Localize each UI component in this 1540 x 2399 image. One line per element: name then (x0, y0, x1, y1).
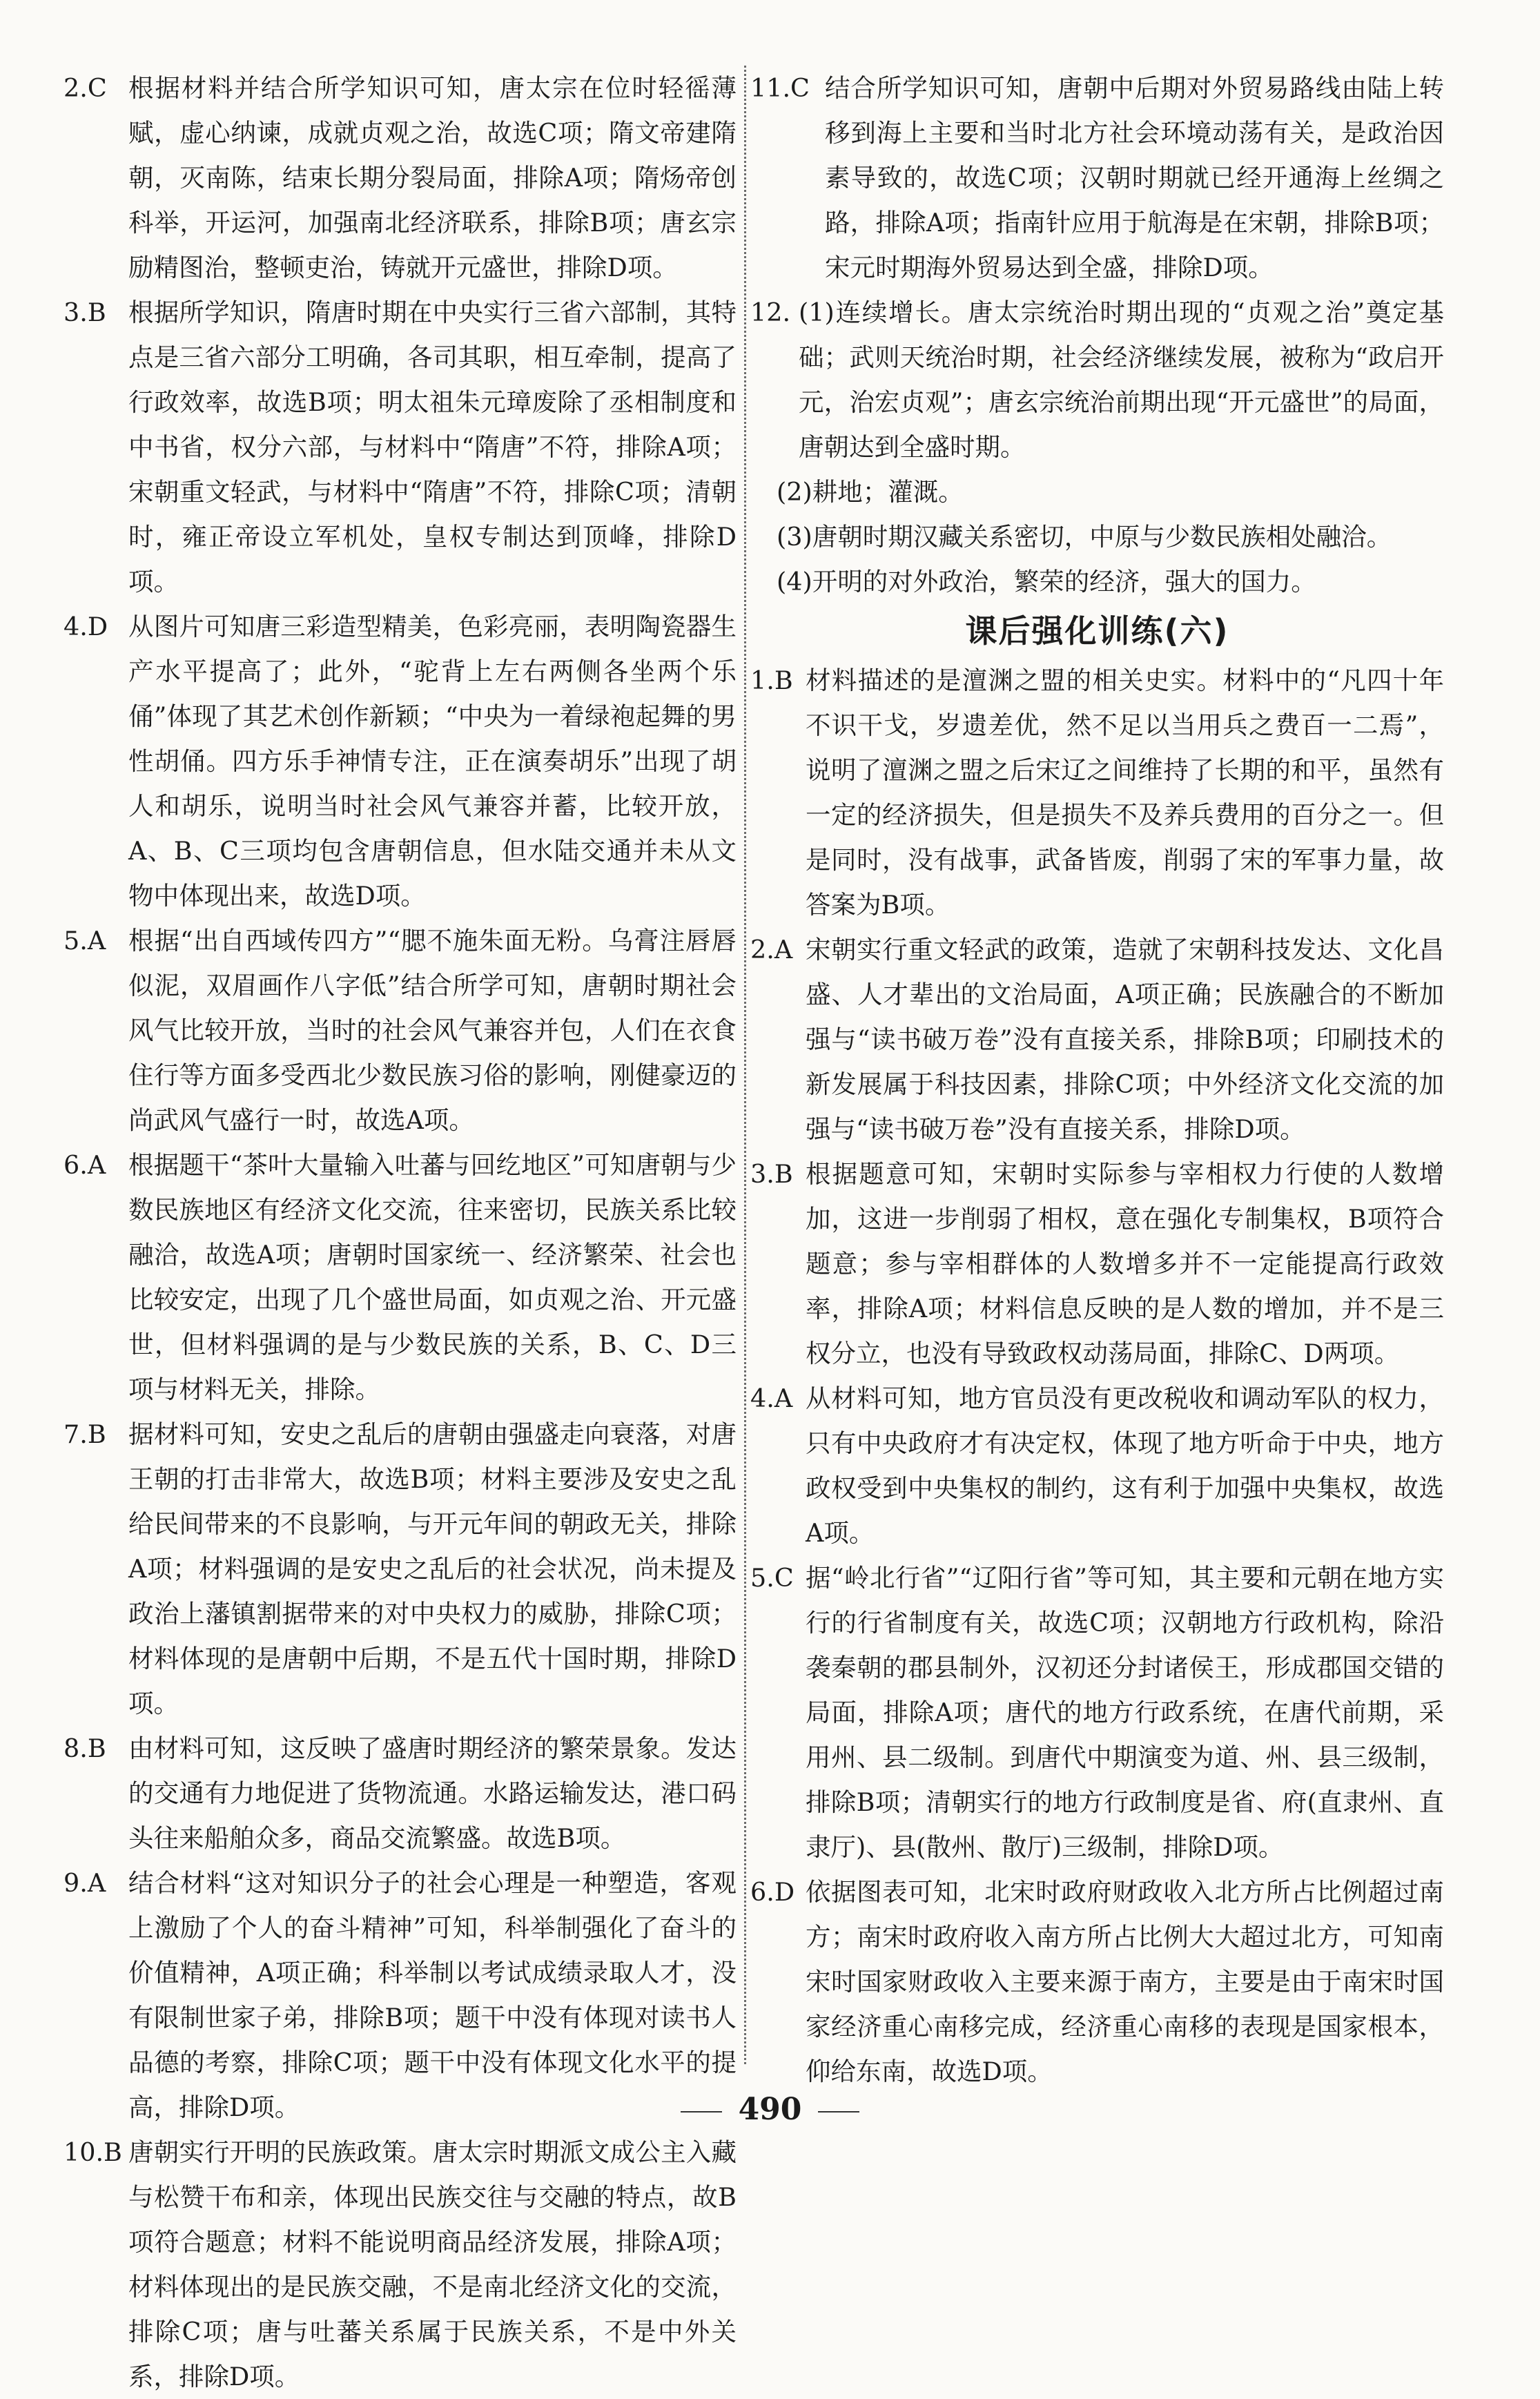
answer-text: 根据题干“茶叶大量输入吐蕃与回纥地区”可知唐朝与少数民族地区有经济文化交流，往来密切，民族关系比较融洽，故选A项；唐朝时国家统一、经济繁荣、社会也比较安定，出现了几个盛世局面，如贞观之治、开元盛世，但材料强调的是与少数民族的关系，B、C、D三项与材料无关，排除。 (128, 1150, 737, 1404)
answer-number: 11.C (750, 73, 810, 103)
answer-number: 7.B (64, 1419, 106, 1449)
answer-number: 2.C (64, 73, 107, 103)
sub-answer: (2)耕地；灌溉。 (777, 477, 964, 507)
answer-text: 由材料可知，这反映了盛唐时期经济的繁荣景象。发达的交通有力地促进了货物流通。水路运输发达，港口码头往来船舶众多，商品交流繁盛。故选B项。 (128, 1733, 737, 1853)
answer-number: 3.B (750, 1159, 793, 1189)
answer-item (64, 1861, 737, 2130)
answer-text: 从材料可知，地方官员没有更改税收和调动军队的权力，只有中央政府才有决定权，体现了地方听命于中央，地方政权受到中央集权的制约，这有利于加强中央集权，故选A项。 (806, 1383, 1444, 1548)
answer-item (750, 1376, 1444, 1555)
answer-item (64, 1412, 737, 1726)
answer-text: 材料描述的是澶渊之盟的相关史实。材料中的“凡四十年不识干戈，岁遗差优，然不足以当用兵之费百一二焉”，说明了澶渊之盟之后宋辽之间维持了长期的和平，虽然有一定的经济损失，但是损失不及养兵费用的百分之一。但是同时，没有战事，武备皆废，削弱了宋的军事力量，故答案为B项。 (806, 666, 1444, 920)
answer-number: 12. (750, 298, 791, 327)
answer-number: 3.B (64, 298, 106, 327)
answer-number: 4.D (64, 612, 108, 641)
answer-item (64, 2130, 737, 2399)
answer-number: 5.A (64, 926, 106, 955)
page-number: 490 (738, 2092, 802, 2127)
answer-number: 10.B (64, 2137, 122, 2167)
section-title: 课后强化训练(六) (965, 612, 1229, 650)
column-divider (744, 66, 746, 2064)
answer-number: 1.B (750, 666, 793, 695)
answer-text: 宋朝实行重文轻武的政策，造就了宋朝科技发达、文化昌盛、人才辈出的文治局面，A项正确；民族融合的不断加强与“读书破万卷”没有直接关系，排除B项；印刷技术的新发展属于科技因素，排除C项；中外经济文化交流的加强与“读书破万卷”没有直接关系，排除D项。 (806, 935, 1444, 1144)
answer-item (750, 66, 1444, 290)
footer-dash-left (681, 2111, 722, 2113)
answer-text: 从图片可知唐三彩造型精美，色彩亮丽，表明陶瓷器生产水平提高了；此外，“驼背上左右两侧各坐两个乐俑”体现了其艺术创作新颖；“中央为一着绿袍起舞的男性胡俑。四方乐手神情专注，正在演奏胡乐”出现了胡人和胡乐，说明当时社会风气兼容并蓄，比较开放，A、B、C三项均包含唐朝信息，但水陆交通并未从文物中体现出来，故选D项。 (128, 612, 737, 911)
answer-item (750, 927, 1444, 1152)
answer-number: 2.A (750, 935, 793, 964)
answer-text: 根据题意可知，宋朝时实际参与宰相权力行使的人数增加，这进一步削弱了相权，意在强化专制集权，B项符合题意；参与宰相群体的人数增多并不一定能提高行政效率，排除A项；材料信息反映的是人数的增加，并不是三权分立，也没有导致政权动荡局面，排除C、D两项。 (806, 1159, 1444, 1368)
answer-number: 4.A (750, 1383, 793, 1413)
answer-number: 6.A (64, 1150, 106, 1180)
answer-item (750, 1152, 1444, 1376)
left-column (64, 66, 737, 2399)
answer-text: 结合所学知识可知，唐朝中后期对外贸易路线由陆上转移到海上主要和当时北方社会环境动荡有关，是政治因素导致的，故选C项；汉朝时期就已经开通海上丝绸之路，排除A项；指南针应用于航海是在宋朝，排除B项；宋元时期海外贸易达到全盛，排除D项。 (825, 73, 1444, 282)
answer-item (64, 66, 737, 290)
answer-number: 8.B (64, 1733, 106, 1763)
answer-item (64, 1143, 737, 1412)
answer-number: 5.C (750, 1563, 794, 1593)
answer-text: 根据“出自西域传四方”“腮不施朱面无粉。乌膏注唇唇似泥，双眉画作八字低”结合所学可知，唐朝时期社会风气比较开放，当时的社会风气兼容并包，人们在衣食住行等方面多受西北少数民族习俗的影响，刚健豪迈的尚武风气盛行一时，故选A项。 (128, 926, 737, 1135)
answer-item (64, 290, 737, 604)
right-column (750, 66, 1444, 2094)
answer-text: 结合材料“这对知识分子的社会心理是一种塑造，客观上激励了个人的奋斗精神”可知，科举制强化了奋斗的价值精神，A项正确；科举制以考试成绩录取人才，没有限制世家子弟，排除B项；题干中没有体现对读书人品德的考察，排除C项；题干中没有体现文化水平的提高，排除D项。 (128, 1868, 737, 2122)
footer-dash-right (818, 2111, 859, 2113)
answer-text: 根据材料并结合所学知识可知，唐太宗在位时轻徭薄赋，虚心纳谏，成就贞观之治，故选C项；隋文帝建隋朝，灭南陈，结束长期分裂局面，排除A项；隋炀帝创科举，开运河，加强南北经济联系，排除B项；唐玄宗励精图治，整顿吏治，铸就开元盛世，排除D项。 (128, 73, 737, 282)
answer-text: 据“岭北行省”“辽阳行省”等可知，其主要和元朝在地方实行的行省制度有关，故选C项；汉朝地方行政机构，除沿袭秦朝的郡县制外，汉初还分封诸侯王，形成郡国交错的局面，排除A项；唐代的地方行政系统，在唐代前期，采用州、县二级制。到唐代中期演变为道、州、县三级制，排除B项；清朝实行的地方行政制度是省、府(直隶州、直隶厅)、县(散州、散厅)三级制，排除D项。 (806, 1563, 1444, 1862)
answer-text: (1)连续增长。唐太宗统治时期出现的“贞观之治”奠定基础；武则天统治时期，社会经济继续发展，被称为“政启开元，治宏贞观”；唐玄宗统治前期出现“开元盛世”的局面，唐朝达到全盛时期。 (799, 298, 1444, 462)
answer-text: 唐朝实行开明的民族政策。唐太宗时期派文成公主入藏与松赞干布和亲，体现出民族交往与交融的特点，故B项符合题意；材料不能说明商品经济发展，排除A项；材料体现出的是民族交融，不是南北经济文化的交流，排除C项；唐与吐蕃关系属于民族关系，不是中外关系，排除D项。 (128, 2137, 737, 2391)
answer-item (64, 604, 737, 918)
answer-text: 据材料可知，安史之乱后的唐朝由强盛走向衰落，对唐王朝的打击非常大，故选B项；材料主要涉及安史之乱给民间带来的不良影响，与开元年间的朝政无关，排除A项；材料强调的是安史之乱后的社会状况，尚未提及政治上藩镇割据带来的对中央权力的威胁，排除C项；材料体现的是唐朝中后期，不是五代十国时期，排除D项。 (128, 1419, 737, 1718)
answer-number: 6.D (750, 1877, 795, 1907)
answer-item (64, 1726, 737, 1861)
answer-text: 依据图表可知，北宋时政府财政收入北方所占比例超过南方；南宋时政府收入南方所占比例大大超过北方，可知南宋时国家财政收入主要来源于南方，主要是由于南宋时国家经济重心南移完成，经济重心南移的表现是国家根本，仰给东南，故选D项。 (806, 1877, 1444, 2086)
answer-item (750, 290, 1444, 469)
answer-text: 根据所学知识，隋唐时期在中央实行三省六部制，其特点是三省六部分工明确，各司其职，相互牵制，提高了行政效率，故选B项；明太祖朱元璋废除了丞相制度和中书省，权分六部，与材料中“隋唐”不符，排除A项；宋朝重文轻武，与材料中“隋唐”不符，排除C项；清朝时，雍正帝设立军机处，皇权专制达到顶峰，排除D项。 (128, 298, 737, 596)
page-footer (0, 2092, 1540, 2127)
answer-item (64, 918, 737, 1143)
answer-item (750, 1869, 1444, 2094)
sub-answer: (3)唐朝时期汉藏关系密切，中原与少数民族相处融洽。 (777, 522, 1392, 552)
answer-item (750, 658, 1444, 927)
answer-item (750, 1555, 1444, 1869)
sub-answer: (4)开明的对外政治，繁荣的经济，强大的国力。 (777, 567, 1316, 596)
answer-number: 9.A (64, 1868, 106, 1898)
